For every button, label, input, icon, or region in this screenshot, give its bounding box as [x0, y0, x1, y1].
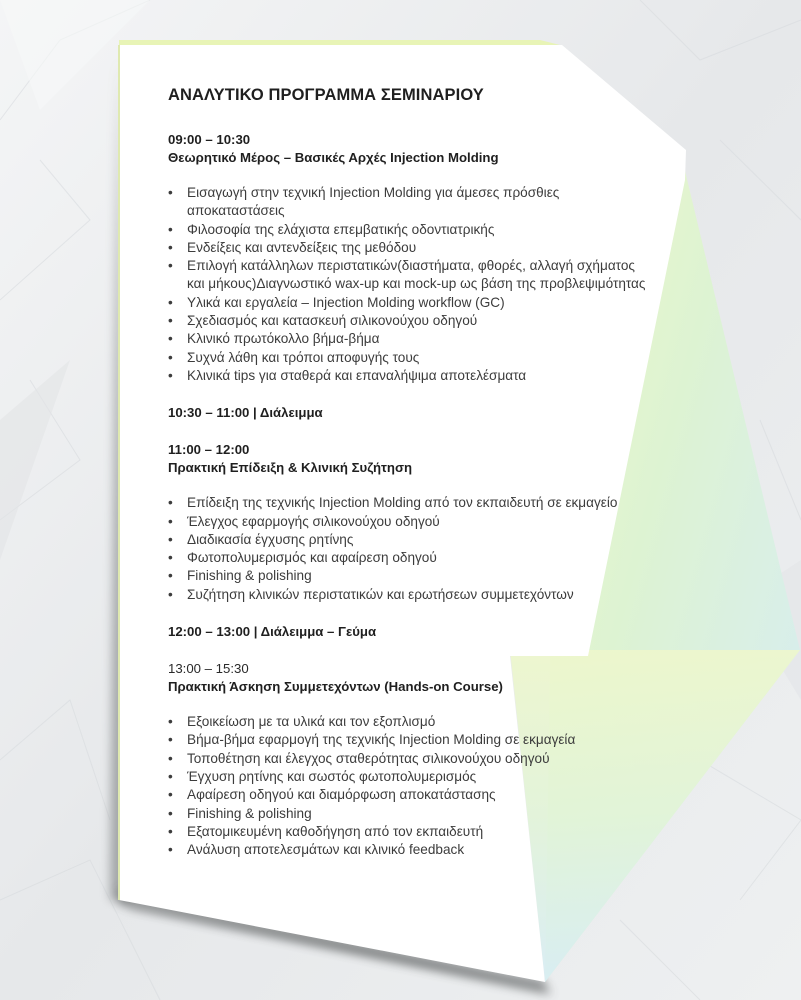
list-item: • Finishing & polishing: [168, 568, 312, 584]
break-time: 10:30 – 11:00 | Διάλειμμα: [168, 405, 323, 421]
section-break: [168, 404, 648, 422]
list-item: • Εισαγωγή στην τεχνική Injection Molding για άμεσες πρόσθιες αποκαταστάσεις: [168, 185, 560, 219]
list-item: • Εξατομικευμένη καθοδήγηση από τον εκπαιδευτή: [168, 823, 484, 839]
list-item: • Τοποθέτηση και έλεγχος σταθερότητας σιλικονούχου οδηγού: [168, 750, 550, 766]
section-time: 13:00 – 15:30: [168, 661, 249, 677]
section-lunch-break: [168, 623, 648, 641]
section-item-list: [168, 494, 648, 604]
list-item: • Έλεγχος εφαρμογής σιλικονούχου οδηγού: [168, 513, 440, 529]
list-item: • Συζήτηση κλινικών περιστατικών και ερωτήσεων συμμετεχόντων: [168, 586, 574, 602]
section-item-list: [168, 184, 648, 385]
list-item: • Φιλοσοφία της ελάχιστα επεμβατικής οδοντιατρικής: [168, 221, 495, 237]
list-item: • Αφαίρεση οδηγού και διαμόρφωση αποκατάστασης: [168, 787, 496, 803]
section-time: 11:00 – 12:00: [168, 442, 250, 458]
list-item: • Finishing & polishing: [168, 805, 312, 821]
list-item: • Ενδείξεις και αντενδείξεις της μεθόδου: [168, 239, 417, 255]
section-time: 09:00 – 10:30: [168, 132, 251, 147]
section-hands-on: [168, 660, 648, 859]
list-item: • Υλικά και εργαλεία – Injection Molding workflow (GC): [168, 294, 505, 310]
section-theory: [168, 131, 648, 385]
list-item: • Ανάλυση αποτελεσμάτων και κλινικό feedback: [168, 842, 465, 858]
program-title: ΑΝΑΛΥΤΙΚΟ ΠΡΟΓΡΑΜΜΑ ΣΕΜΙΝΑΡΙΟΥ: [168, 86, 484, 104]
list-item: • Διαδικασία έγχυσης ρητίνης: [168, 531, 354, 547]
section-demo: [168, 441, 648, 604]
list-item: • Έγχυση ρητίνης και σωστός φωτοπολυμερισμός: [168, 768, 477, 784]
list-item: • Κλινικά tips για σταθερά και επαναλήψιμα αποτελέσματα: [168, 367, 527, 383]
break-time: 12:00 – 13:00 | Διάλειμμα – Γεύμα: [168, 624, 377, 640]
list-item: • Συχνά λάθη και τρόποι αποφυγής τους: [168, 349, 420, 365]
list-item: • Επιλογή κατάλληλων περιστατικών(διαστήματα, φθορές, αλλαγή σχήματος και μήκους)Διαγνωστικό wax-up και mock-up ως βάση της προβλεψιμότητας: [168, 258, 646, 292]
section-subtitle: Πρακτική Άσκηση Συμμετεχόντων (Hands-on Course): [168, 679, 503, 695]
section-subtitle: Θεωρητικό Μέρος – Βασικές Αρχές Injection Molding: [168, 150, 499, 165]
list-item: • Εξοικείωση με τα υλικά και τον εξοπλισμό: [168, 714, 436, 730]
section-subtitle: Πρακτική Επίδειξη & Κλινική Συζήτηση: [168, 460, 413, 476]
seminar-program: [168, 86, 648, 859]
list-item: • Βήμα-βήμα εφαρμογή της τεχνικής Injection Molding σε εκμαγεία: [168, 732, 576, 748]
section-item-list: [168, 713, 648, 859]
list-item: • Επίδειξη της τεχνικής Injection Molding από τον εκπαιδευτή σε εκμαγείο: [168, 495, 618, 511]
list-item: • Κλινικό πρωτόκολλο βήμα-βήμα: [168, 331, 380, 347]
list-item: • Σχεδιασμός και κατασκευή σιλικονούχου οδηγού: [168, 313, 478, 329]
list-item: • Φωτοπολυμερισμός και αφαίρεση οδηγού: [168, 550, 437, 566]
